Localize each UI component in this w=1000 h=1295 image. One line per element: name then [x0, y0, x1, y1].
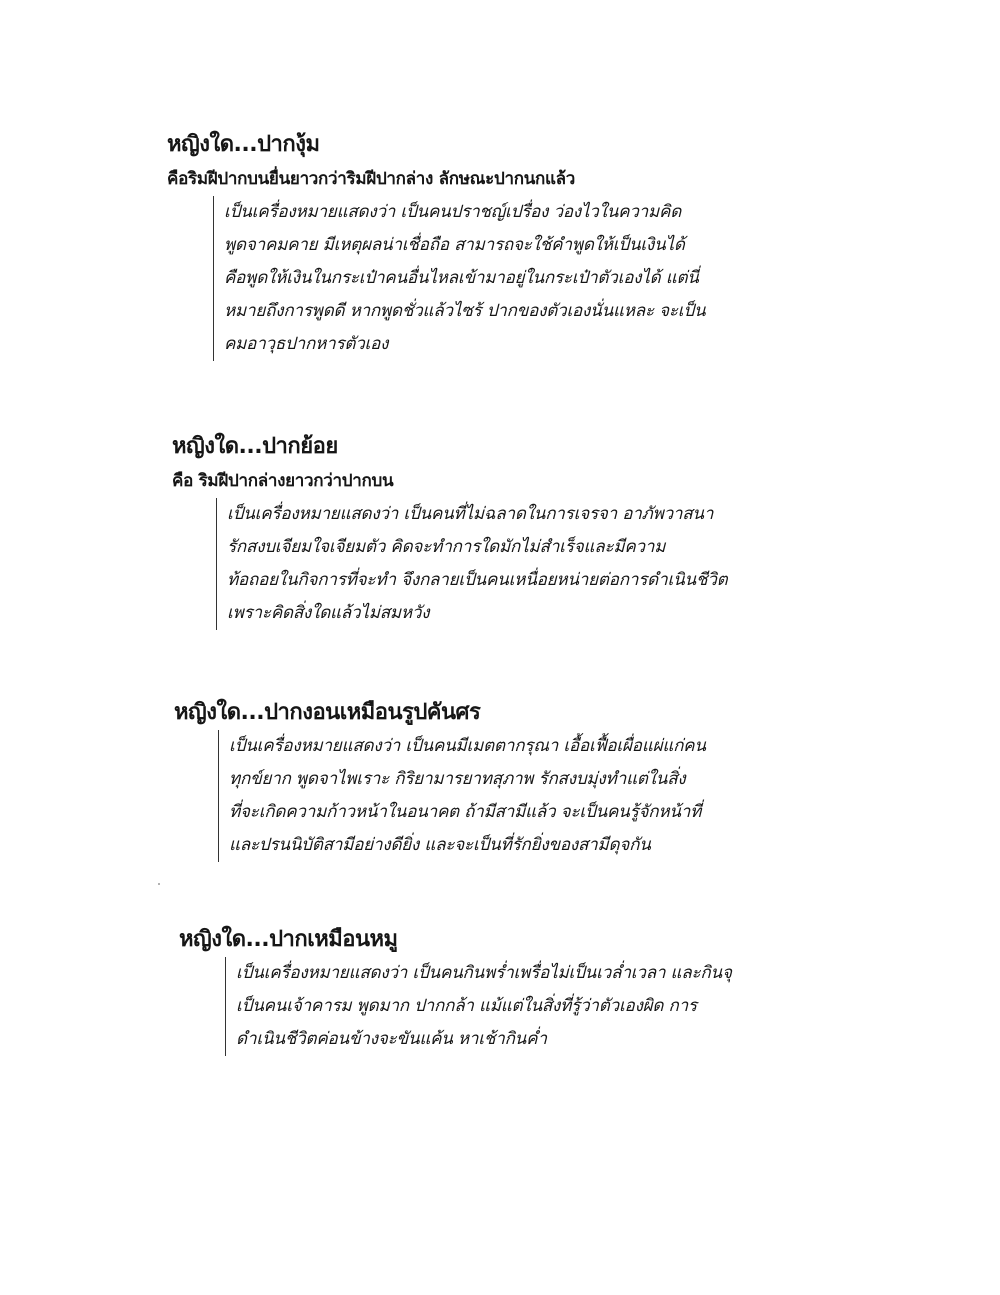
body-line: เป็นเครื่องหมายแสดงว่า เป็นคนปราชญ์เปรื่อง ว่องไวในความคิด	[224, 202, 682, 222]
body-line: เป็นเครื่องหมายแสดงว่า เป็นคนมีเมตตากรุณา เอื้อเฟื้อเผื่อแผ่แก่คน	[229, 736, 706, 756]
scan-speck	[158, 883, 160, 885]
body-line: พูดจาคมคาย มีเหตุผลน่าเชื่อถือ สามารถจะใช้คำพูดให้เป็นเงินได้	[224, 235, 685, 255]
body-line: คมอาวุธปากหารตัวเอง	[224, 334, 389, 354]
section-body	[213, 196, 705, 361]
section-3	[174, 698, 706, 862]
section-2	[172, 432, 728, 630]
section-heading: หญิงใด...ปากเหมือนหมู	[179, 927, 398, 952]
body-line: ดำเนินชีวิตค่อนข้างจะขันแค้น หาเช้ากินค่ำ	[236, 1029, 547, 1049]
section-4	[179, 925, 732, 1056]
section-heading: หญิงใด...ปากย้อย	[172, 434, 338, 459]
body-line: ท้อถอยในกิจการที่จะทำ จึงกลายเป็นคนเหนื่อยหน่ายต่อการดำเนินชีวิต	[227, 570, 728, 590]
body-line: เพราะคิดสิ่งใดแล้วไม่สมหวัง	[227, 603, 430, 623]
body-line: หมายถึงการพูดดี หากพูดชั่วแล้วไซร้ ปากของตัวเองนั่นแหละ จะเป็น	[224, 301, 706, 321]
section-subheading: คือริมฝีปากบนยื่นยาวกว่าริมฝีปากล่าง ลักษณะปากนกแล้ว	[167, 169, 576, 189]
section-subheading: คือ ริมฝีปากล่างยาวกว่าปากบน	[172, 471, 394, 491]
section-heading: หญิงใด...ปากงอนเหมือนรูปคันศร	[174, 700, 481, 725]
body-line: รักสงบเจียมใจเจียมตัว คิดจะทำการใดมักไม่สำเร็จและมีความ	[227, 537, 666, 557]
body-line: เป็นเครื่องหมายแสดงว่า เป็นคนกินพร่ำเพรื่อไม่เป็นเวล่ำเวลา และกินจุ	[236, 963, 732, 983]
section-body	[225, 957, 732, 1056]
section-body	[216, 498, 728, 630]
body-line: เป็นคนเจ้าคารม พูดมาก ปากกล้า แม้แต่ในสิ่งที่รู้ว่าตัวเองผิด การ	[236, 996, 697, 1016]
body-line: เป็นเครื่องหมายแสดงว่า เป็นคนที่ไม่ฉลาดในการเจรจา อาภัพวาสนา	[227, 504, 714, 524]
section-heading: หญิงใด...ปากงุ้ม	[167, 132, 320, 157]
section-body	[218, 730, 706, 862]
body-line: ทุกข์ยาก พูดจาไพเราะ กิริยามารยาทสุภาพ รักสงบมุ่งทำแต่ในสิ่ง	[229, 769, 686, 789]
body-line: ที่จะเกิดความก้าวหน้าในอนาคต ถ้ามีสามีแล้ว จะเป็นคนรู้จักหน้าที่	[229, 802, 702, 822]
body-line: คือพูดให้เงินในกระเป๋าคนอื่นไหลเข้ามาอยู่ในกระเป๋าตัวเองได้ แต่นี่	[224, 268, 699, 288]
section-1	[167, 130, 705, 361]
body-line: และปรนนิบัติสามีอย่างดียิ่ง และจะเป็นที่รักยิ่งของสามีดุจกัน	[229, 835, 651, 855]
